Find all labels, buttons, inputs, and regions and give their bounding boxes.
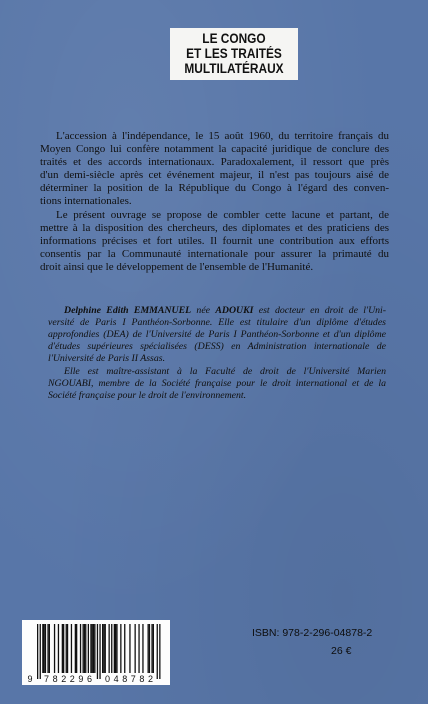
price-label: 26 € — [331, 645, 352, 657]
barcode-bar — [103, 624, 104, 673]
bio-line — [48, 305, 386, 317]
barcode-bar — [75, 624, 76, 673]
barcode-bar — [58, 624, 59, 673]
barcode-bar — [159, 624, 160, 679]
barcode-bar — [148, 624, 149, 673]
nee-label: née — [196, 305, 211, 316]
barcode-bar — [115, 624, 116, 673]
barcode-bar — [111, 624, 112, 673]
bio-line: Elle est maître-assistant à la Faculté de droit de l'Université Marien — [64, 366, 386, 377]
title-line: LE CONGO — [202, 31, 266, 46]
bio-text: est docteur en droit de l'Uni- — [258, 305, 387, 316]
bio-paragraph — [48, 366, 386, 402]
barcode-bars — [37, 624, 161, 679]
barcode-bar — [62, 624, 63, 673]
bio-line: d'études supérieures spécialisées (DESS) en Administration internationale de — [48, 341, 386, 352]
barcode-bar — [97, 624, 98, 679]
blurb-line: déterminer la position de la République du Congo à l'égard des conven- — [40, 182, 389, 194]
barcode-bar — [157, 624, 158, 679]
barcode-bar — [149, 624, 150, 673]
barcode-bar — [138, 624, 139, 673]
bio-paragraph — [48, 305, 386, 365]
blurb-line: L'accession à l'indépendance, le 15 août 1960, du territoire français du — [56, 130, 389, 142]
blurb-line: informations précises et fort utiles. Il fournit une contribution aux efforts — [40, 235, 389, 247]
title-box — [170, 28, 298, 80]
barcode-bar — [114, 624, 115, 673]
bio-line: approfondies (DEA) de l'Université de Paris I Panthéon-Sorbonne et d'un diplôme — [48, 329, 386, 340]
blurb-line: d'un demi-siècle après cet événement majeur, il n'est pas toujours aisé de — [40, 169, 389, 181]
barcode-left-digits: 782296 — [44, 674, 92, 684]
isbn-label: ISBN: 978-2-296-04878-2 — [252, 627, 373, 639]
barcode-bar — [37, 624, 38, 679]
barcode-leading-digit: 9 — [27, 674, 33, 684]
barcode-bar — [105, 624, 106, 673]
blurb — [40, 130, 389, 274]
barcode-bar — [84, 624, 85, 673]
barcode-bar — [40, 624, 41, 679]
barcode-bar — [129, 624, 130, 673]
barcode-bar — [88, 624, 89, 673]
barcode-bar — [94, 624, 95, 673]
barcode-bar — [102, 624, 103, 673]
author-bio — [48, 305, 386, 402]
barcode-bar — [67, 624, 68, 673]
title-line: MULTILATÉRAUX — [184, 61, 284, 76]
barcode-bar — [45, 624, 46, 673]
barcode-bar — [116, 624, 117, 673]
barcode-bar — [44, 624, 45, 673]
barcode-bar — [90, 624, 91, 673]
blurb-line: Le présent ouvrage se propose de combler cette lacune et partant, de — [56, 209, 389, 221]
barcode-bar — [120, 624, 121, 673]
barcode-bar — [76, 624, 77, 673]
barcode-bar — [71, 624, 72, 673]
barcode-bar — [63, 624, 64, 673]
author-name: Delphine Edith EMMANUEL — [64, 305, 192, 316]
barcode-bar — [99, 624, 100, 679]
barcode-bar — [92, 624, 93, 673]
author-maiden-name: ADOUKI — [215, 305, 254, 316]
blurb-paragraph — [40, 209, 389, 274]
blurb-line: mettre à la disposition des chercheurs, des diplomates et des praticiens des — [40, 222, 389, 234]
barcode-bar — [135, 624, 136, 673]
blurb-line: Moyen Congo lui confère notamment la capacité juridique de conclure des — [40, 143, 389, 155]
title-line: ET LES TRAITÉS — [186, 46, 282, 61]
barcode-bar — [85, 624, 86, 673]
barcode-bar — [93, 624, 94, 673]
blurb-line: traités et des accords internationaux. Paradoxalement, il ressort que près — [40, 156, 389, 168]
barcode-bar — [151, 624, 152, 673]
bio-line: NGOUABI, membre de la Société française pour le droit international et de la — [48, 378, 386, 389]
bio-line: l'Université de Paris II Assas. — [48, 353, 166, 364]
bio-line: versité de Paris I Panthéon-Sorbonne. Elle est titulaire d'un diplôme d'études — [48, 317, 386, 328]
blurb-paragraph — [40, 130, 389, 208]
barcode-bar — [47, 624, 48, 673]
bio-line: Société française pour le droit de l'environnement. — [48, 390, 247, 401]
barcode-bar — [142, 624, 143, 673]
barcode-bar — [42, 624, 43, 673]
barcode-bar — [124, 624, 125, 673]
blurb-line: consentis par la Communauté internationale pour assurer la primauté du — [40, 248, 389, 260]
blurb-line: tions internationales. — [40, 195, 132, 207]
barcode-right-digits: 048782 — [105, 674, 153, 684]
barcode-bar — [80, 624, 81, 673]
barcode-bar — [54, 624, 55, 673]
barcode-graphic — [22, 620, 170, 685]
barcode-bar — [109, 624, 110, 673]
blurb-line: droit ainsi que le développement de l'ensemble de l'Humanité. — [40, 261, 314, 273]
barcode-bar — [153, 624, 154, 673]
barcode-bar — [83, 624, 84, 673]
barcode-bar — [49, 624, 50, 673]
barcode — [22, 620, 170, 685]
barcode-bar — [66, 624, 67, 673]
